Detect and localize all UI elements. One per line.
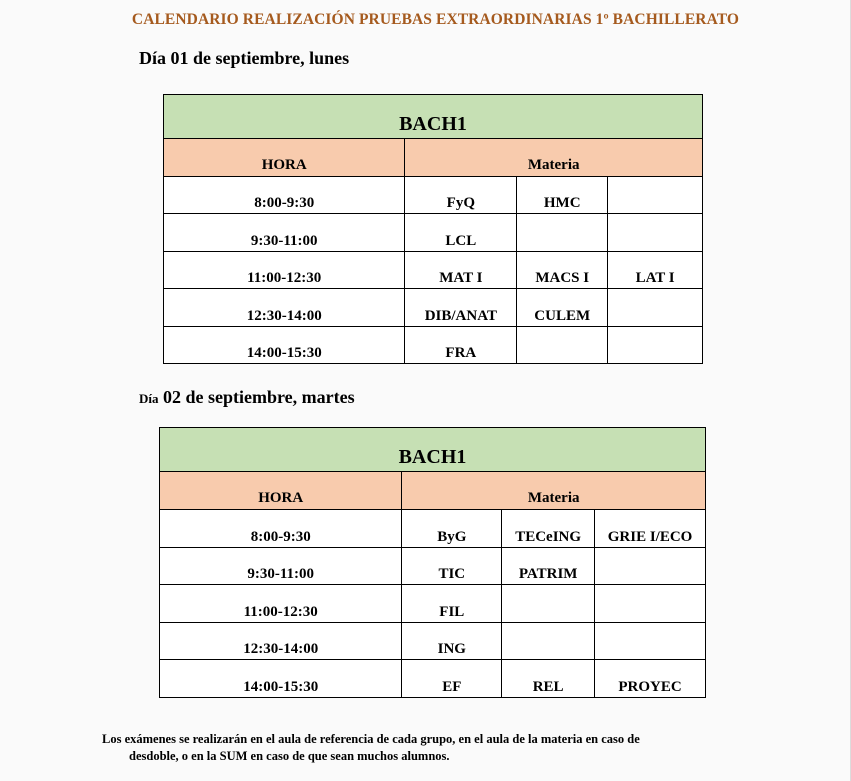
materia-cell: GRIE I/ECO (595, 510, 706, 548)
table-row (160, 585, 706, 623)
materia-cell: TIC (402, 548, 502, 585)
materia-cell (608, 327, 703, 364)
materia-cell: ING (402, 623, 502, 660)
materia-cell (502, 623, 595, 660)
group-header: BACH1 (160, 428, 706, 472)
materia-cell (595, 623, 706, 660)
day2-title-rest: 02 de septiembre, martes (158, 387, 355, 407)
table-row (164, 177, 703, 214)
hora-cell: 12:30-14:00 (164, 289, 405, 327)
materia-cell: LAT I (608, 252, 703, 289)
materia-header: Materia (405, 139, 703, 177)
materia-cell: CULEM (517, 289, 608, 327)
materia-cell: LCL (405, 214, 517, 252)
hora-cell: 8:00-9:30 (164, 177, 405, 214)
table-row (164, 327, 703, 364)
hora-cell: 14:00-15:30 (160, 660, 402, 698)
materia-cell (517, 214, 608, 252)
materia-header: Materia (402, 472, 706, 510)
materia-cell (595, 548, 706, 585)
hora-header: HORA (160, 472, 402, 510)
hora-header: HORA (164, 139, 405, 177)
materia-cell: EF (402, 660, 502, 698)
materia-cell: TECeING (502, 510, 595, 548)
materia-cell: PATRIM (502, 548, 595, 585)
hora-cell: 14:00-15:30 (164, 327, 405, 364)
materia-cell: FRA (405, 327, 517, 364)
day1-title: Día 01 de septiembre, lunes (139, 48, 350, 68)
materia-cell: REL (502, 660, 595, 698)
hora-cell: 11:00-12:30 (164, 252, 405, 289)
materia-cell (502, 585, 595, 623)
materia-cell: MACS I (517, 252, 608, 289)
hora-cell: 9:30-11:00 (160, 548, 402, 585)
hora-cell: 11:00-12:30 (160, 585, 402, 623)
hora-cell: 9:30-11:00 (164, 214, 405, 252)
table-row (160, 510, 706, 548)
materia-cell: FyQ (405, 177, 517, 214)
table-row (160, 623, 706, 660)
table-row (160, 660, 706, 698)
materia-cell: PROYEC (595, 660, 706, 698)
materia-cell (608, 289, 703, 327)
group-header: BACH1 (164, 95, 703, 139)
materia-cell: HMC (517, 177, 608, 214)
footnote-line-2: desdoble, o en la SUM en caso de que sean muchos alumnos. (129, 749, 450, 763)
materia-cell: FIL (402, 585, 502, 623)
materia-cell: DIB/ANAT (405, 289, 517, 327)
table-row (160, 548, 706, 585)
day1-schedule-table (163, 94, 703, 364)
materia-cell (608, 214, 703, 252)
table-row (164, 252, 703, 289)
footnote-line-1: Los exámenes se realizarán en el aula de referencia de cada grupo, en el aula de la materia en caso de (102, 732, 640, 746)
day2-title (139, 387, 355, 408)
materia-cell (517, 327, 608, 364)
day2-schedule-table (159, 427, 706, 698)
table-row (164, 214, 703, 252)
hora-cell: 8:00-9:30 (160, 510, 402, 548)
materia-cell (608, 177, 703, 214)
table-row (164, 289, 703, 327)
materia-cell: ByG (402, 510, 502, 548)
hora-cell: 12:30-14:00 (160, 623, 402, 660)
page-title: CALENDARIO REALIZACIÓN PRUEBAS EXTRAORDINARIAS 1º BACHILLERATO (131, 11, 740, 28)
materia-cell: MAT I (405, 252, 517, 289)
footnote (102, 731, 742, 765)
day2-title-prefix: Día (139, 391, 159, 406)
materia-cell (595, 585, 706, 623)
